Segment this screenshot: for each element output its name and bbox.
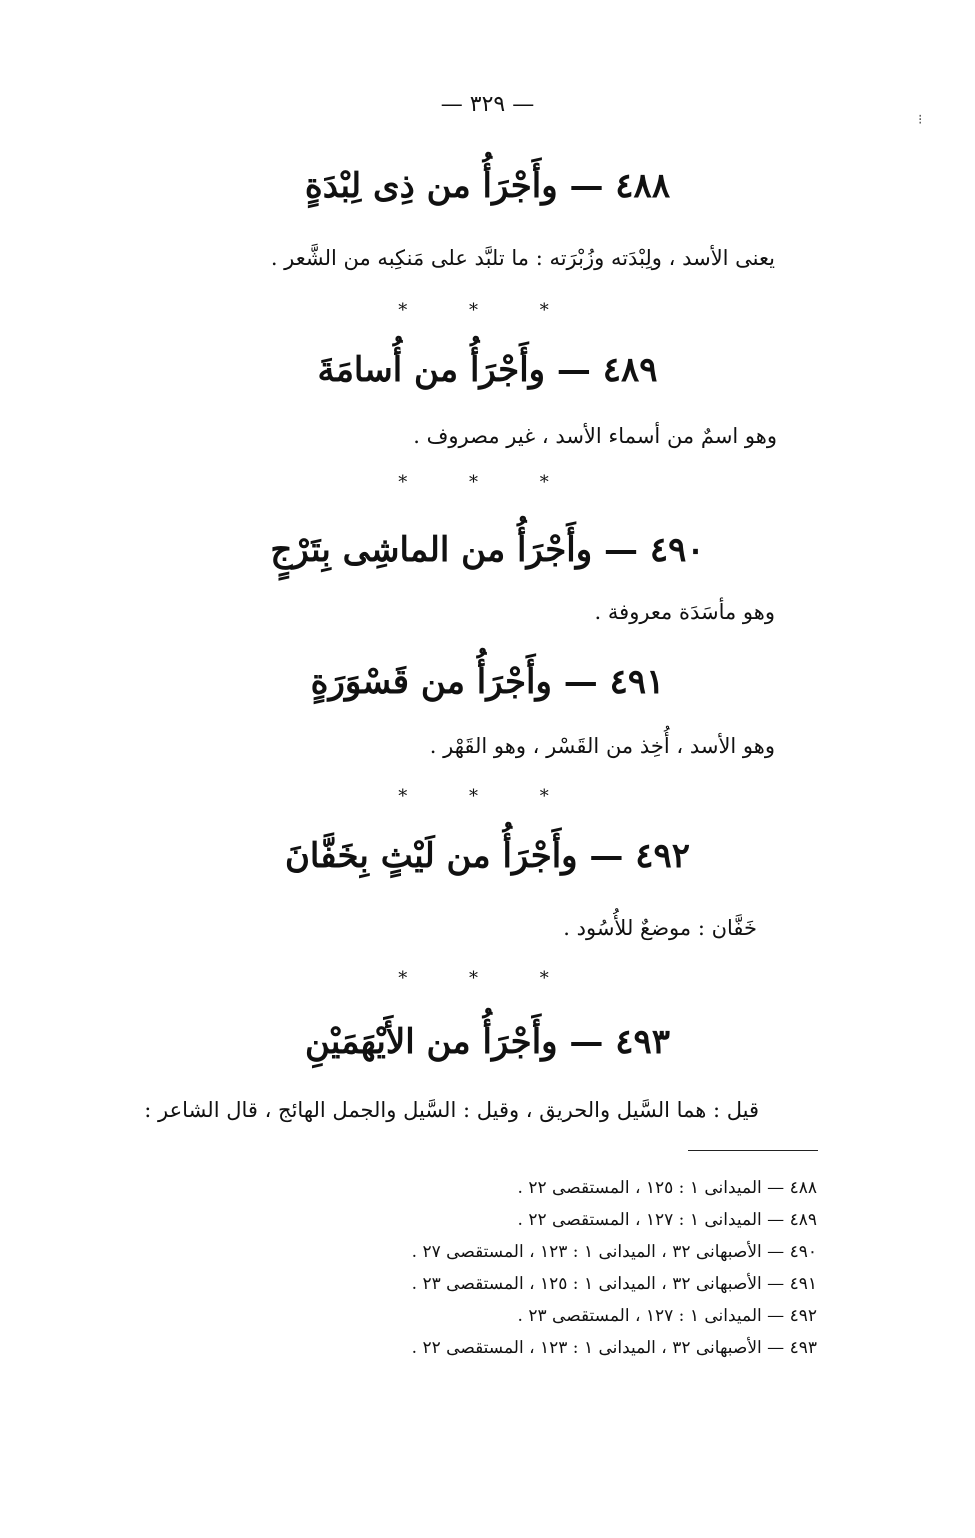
entry-text-492: خَفَّان : موضعٌ للأُسُود . xyxy=(563,916,757,940)
footnote-491: ٤٩١ — الأصبهانى ٣٢ ، الميدانى ١ : ١٢٥ ، المستقصى ٢٣ . xyxy=(411,1274,817,1294)
footnote-493: ٤٩٣ — الأصبهانى ٣٢ ، الميدانى ١ : ١٢٣ ، المستقصى ٢٢ . xyxy=(411,1338,817,1358)
separator-4: * * * xyxy=(398,968,577,989)
entry-heading-490: ٤٩٠ — وأَجْرَأُ من الماشِى بِتَرْجٍ xyxy=(270,530,705,570)
entry-heading-492: ٤٩٢ — وأَجْرَأُ من لَيْثٍ بِخَفَّانَ xyxy=(284,836,691,876)
footnote-490: ٤٩٠ — الأصبهانى ٣٢ ، الميدانى ١ : ١٢٣ ، المستقصى ٢٧ . xyxy=(411,1242,817,1262)
entry-text-490: وهو مأسَدَة معروفة . xyxy=(594,600,775,624)
separator-2: * * * xyxy=(398,472,577,493)
entry-heading-493: ٤٩٣ — وأَجْرَأُ من الأَيْهَمَيْنِ xyxy=(304,1022,671,1062)
footnote-rule xyxy=(688,1150,818,1151)
entry-heading-491: ٤٩١ — وأَجْرَأُ من قَسْوَرَةٍ xyxy=(310,662,665,702)
entry-text-491: وهو الأسد ، أُخِذ من القَسْر ، وهو القَهْر . xyxy=(429,734,775,758)
footnote-492: ٤٩٢ — الميدانى ١ : ١٢٧ ، المستقصى ٢٣ . xyxy=(517,1306,817,1326)
entry-text-489: وهو اسمٌ من أسماء الأسد ، غير مصروف . xyxy=(413,424,777,448)
entry-heading-489: ٤٨٩ — وأَجْرَأُ من أُسامَةَ xyxy=(317,350,658,390)
entry-text-488: يعنى الأسد ، ولِبْدَته وزُبْرَته : ما تلبَّد على مَنكِبه من الشَّعر . xyxy=(270,246,775,270)
entry-heading-488: ٤٨٨ — وأَجْرَأُ من ذِى لِبْدَةٍ xyxy=(304,166,671,206)
separator-1: * * * xyxy=(398,300,577,321)
page-number: — ٣٢٩ — xyxy=(440,92,535,117)
margin-mark: ⁝ xyxy=(918,112,923,128)
separator-3: * * * xyxy=(398,786,577,807)
entry-text-493: قيل : هما السَّيل والحريق ، وقيل : السَّيل والجمل الهائج ، قال الشاعر : xyxy=(144,1098,759,1122)
footnote-488: ٤٨٨ — الميدانى ١ : ١٢٥ ، المستقصى ٢٢ . xyxy=(517,1178,817,1198)
footnote-489: ٤٨٩ — الميدانى ١ : ١٢٧ ، المستقصى ٢٢ . xyxy=(517,1210,817,1230)
